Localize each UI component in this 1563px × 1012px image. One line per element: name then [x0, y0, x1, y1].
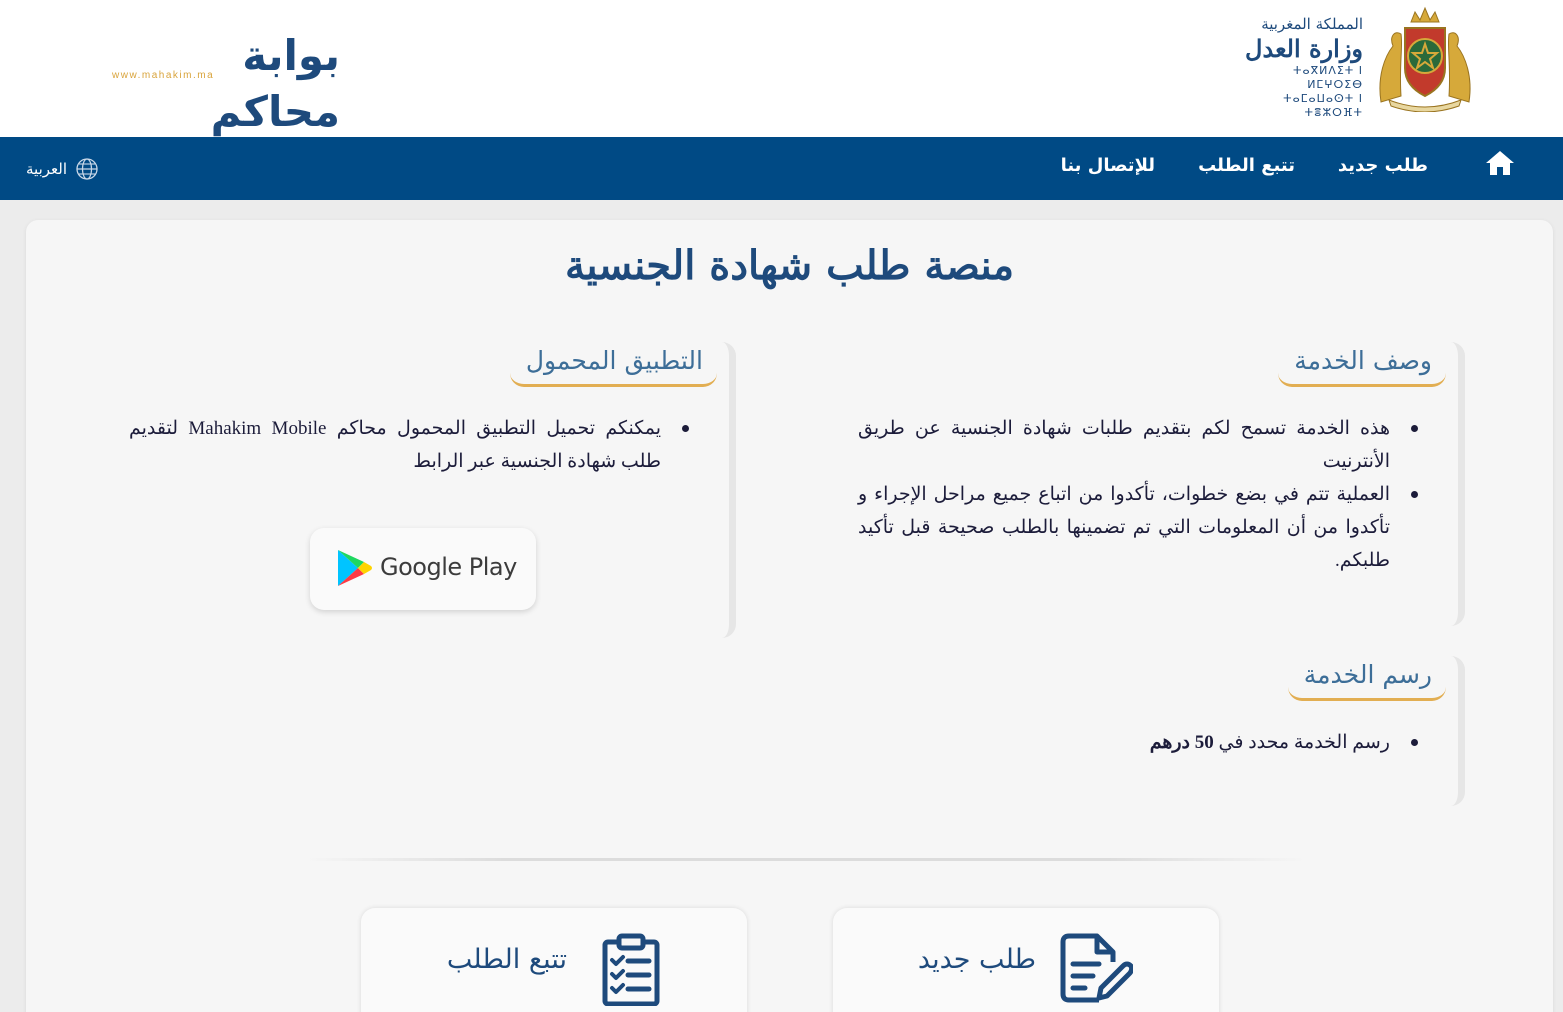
globe-icon [75, 157, 99, 181]
site-header [0, 0, 1563, 137]
main-content [26, 220, 1553, 1012]
list-item: هذه الخدمة تسمح لكم بتقديم طلبات شهادة الجنسية عن طريق الأنترنيت [858, 412, 1418, 478]
service-fee-list [1138, 726, 1418, 759]
service-fee-heading: رسم الخدمة [1288, 656, 1446, 701]
nav-contact[interactable]: للإتصال بنا [1060, 155, 1155, 176]
ministry-line-justice: وزارة العدل [1245, 34, 1363, 63]
google-play-label: Google Play [380, 553, 517, 581]
ministry-logo[interactable] [1235, 6, 1475, 119]
clipboard-checklist-icon [595, 932, 669, 1006]
service-fee-card [1136, 656, 1465, 806]
mobile-app-list [129, 412, 689, 478]
google-play-icon [336, 548, 372, 588]
track-request-label: تتبع الطلب [446, 944, 567, 975]
language-label: العربية [26, 160, 67, 178]
home-icon[interactable] [1484, 149, 1516, 177]
track-request-button[interactable] [361, 908, 747, 1012]
fee-amount: 50 درهم [1149, 732, 1214, 753]
service-description-list [858, 412, 1418, 577]
nav-new-request[interactable]: طلب جديد [1337, 155, 1428, 176]
edit-document-icon [1059, 932, 1133, 1006]
ministry-name [1243, 14, 1363, 120]
list-item: العملية تتم في بضع خطوات، تأكدوا من اتباع جميع مراحل الإجراء و تأكدوا من أن المعلومات التي تم تضمينها بالطلب صحيحة قبل تأكيد طلبكم. [858, 478, 1418, 577]
new-request-label: طلب جديد [917, 944, 1036, 975]
mobile-app-heading: التطبيق المحمول [510, 342, 717, 387]
page-title: منصة طلب شهادة الجنسية [564, 242, 1015, 289]
brand-logo[interactable] [100, 28, 340, 136]
coat-of-arms-icon [1375, 6, 1475, 112]
ministry-line-kingdom: المملكة المغربية [1261, 15, 1363, 33]
section-divider [306, 858, 1306, 861]
brand-title: بوابة محاكم [210, 31, 340, 136]
ministry-line-tifinagh-2: ⵜⴰⵎⴰⵡⴰⵙⵜ ⵏ ⵜⴻⵣⵔⴼⵜ [1283, 92, 1363, 119]
main-navbar [0, 137, 1563, 200]
fee-text: رسم الخدمة محدد في [1218, 732, 1390, 753]
nav-track-request[interactable]: تتبع الطلب [1198, 155, 1295, 176]
service-description-heading: وصف الخدمة [1278, 342, 1446, 387]
service-description-card [853, 342, 1465, 626]
language-selector[interactable] [26, 156, 99, 182]
new-request-button[interactable] [833, 908, 1219, 1012]
ministry-line-tifinagh-1: ⵜⴰⴳⵍⴷⵉⵜ ⵏ ⵍⵎⵖⵔⵉⴱ [1293, 64, 1363, 91]
google-play-button[interactable] [310, 528, 536, 610]
list-item [1138, 726, 1418, 759]
mobile-app-card [118, 342, 736, 638]
list-item: يمكنكم تحميل التطبيق المحمول محاكم Mahakim Mobile لتقديم طلب شهادة الجنسية عبر الرابط [129, 412, 689, 478]
brand-url: www.mahakim.ma [112, 70, 215, 81]
